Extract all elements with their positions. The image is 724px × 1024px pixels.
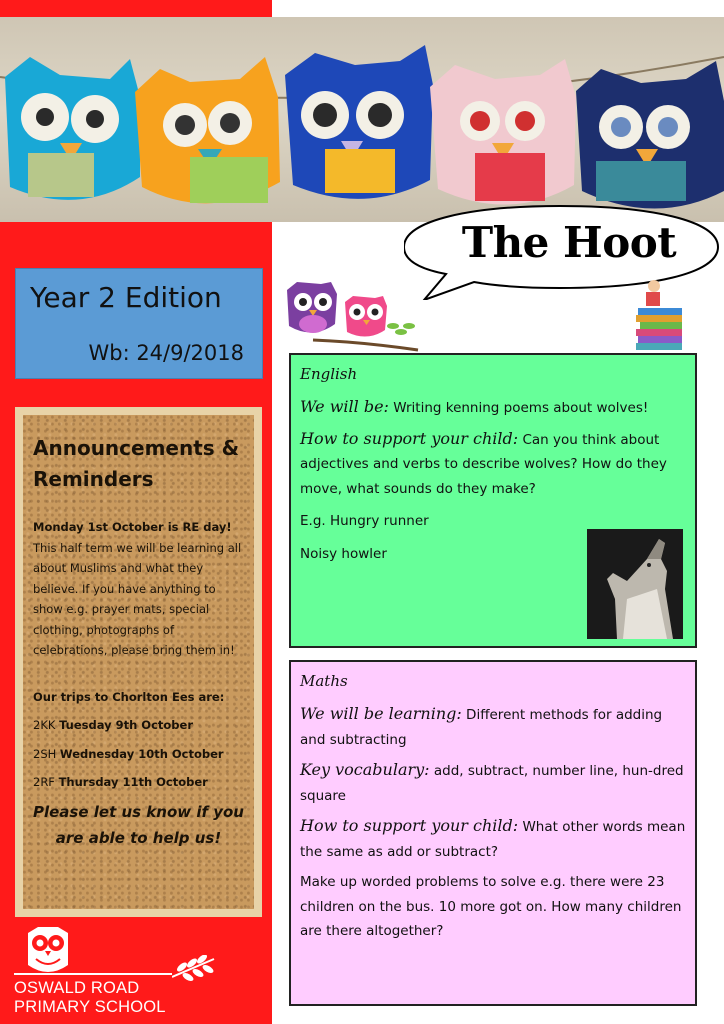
maths-vocab	[300, 758, 686, 808]
we-will-be-label: We will be:	[300, 397, 389, 416]
we-will-be-text: Writing kenning poems about wolves!	[388, 400, 649, 416]
maths-heading: Maths	[300, 672, 348, 690]
re-day-text: This half term we will be learning all about Muslims and what they believe. If you have anything to show e.g. prayer mats, special clothing, photographs of celebrations, please bring them in!	[33, 540, 242, 657]
learning-label: We will be learning:	[300, 704, 462, 723]
maths-support	[300, 814, 686, 864]
vocab-text: add, subtract, number line, hun-dred square	[300, 763, 684, 804]
logo-divider	[14, 973, 172, 975]
trip-class: 2RF	[33, 775, 55, 789]
announcements-board	[15, 407, 262, 917]
trip-date: Tuesday 9th October	[59, 718, 193, 732]
example-1: E.g. Hungry runner	[300, 513, 429, 529]
owls-on-branch-icon	[283, 280, 423, 354]
owl-bunting-photo	[0, 17, 724, 222]
school-logo	[12, 925, 212, 1021]
maths-problem: Make up worded problems to solve e.g. there were 23 children on the bus. 10 more got on. How many children are there altogether?	[300, 874, 682, 939]
support-text: Can you think about adjectives and verbs to describe wolves? How do they move, what sounds do they make?	[300, 431, 667, 497]
trip-item	[33, 744, 244, 765]
trips-heading: Our trips to Chorlton Ees are:	[33, 689, 225, 704]
trip-class: 2SH	[33, 746, 57, 761]
example-2: Noisy howler	[300, 545, 387, 562]
child-on-books-icon	[632, 278, 688, 352]
trip-class: 2KK	[33, 718, 56, 732]
maths-support-label: How to support your child:	[300, 816, 519, 835]
cork-board	[23, 415, 254, 909]
maths-section	[289, 660, 697, 1006]
re-day-bold: Monday 1st October is RE day!	[33, 520, 232, 534]
edition-title: Year 2 Edition	[30, 281, 222, 314]
trip-date: Thursday 11th October	[58, 775, 208, 789]
edition-box	[15, 268, 263, 379]
english-section	[289, 353, 697, 648]
trip-item	[33, 715, 244, 736]
school-owl-logo-icon	[22, 925, 74, 977]
learning-text: Different methods for adding and subtracting	[300, 707, 663, 748]
trip-item	[33, 772, 244, 793]
vocab-label: Key vocabulary:	[300, 760, 430, 779]
trip-date: Wednesday 10th October	[59, 746, 224, 761]
edition-date: Wb: 24/9/2018	[88, 341, 244, 365]
help-request: Please let us know if you are able to help us!	[33, 802, 244, 847]
english-we-will-be	[300, 395, 686, 421]
english-support	[300, 427, 686, 502]
wolf-photo	[587, 529, 683, 639]
support-label: How to support your child:	[300, 428, 519, 448]
maths-learning	[300, 702, 686, 752]
leaves-icon	[172, 955, 216, 985]
english-heading: English	[300, 365, 358, 383]
school-name-line2: PRIMARY SCHOOL	[14, 998, 166, 1016]
newsletter-title: The Hoot	[461, 218, 677, 267]
school-name-line1: OSWALD ROAD	[14, 979, 140, 997]
re-day-paragraph	[33, 517, 244, 661]
maths-support-text: What other words mean the same as add or subtract?	[300, 819, 686, 860]
announcements-heading: Announcements & Reminders	[33, 436, 240, 491]
